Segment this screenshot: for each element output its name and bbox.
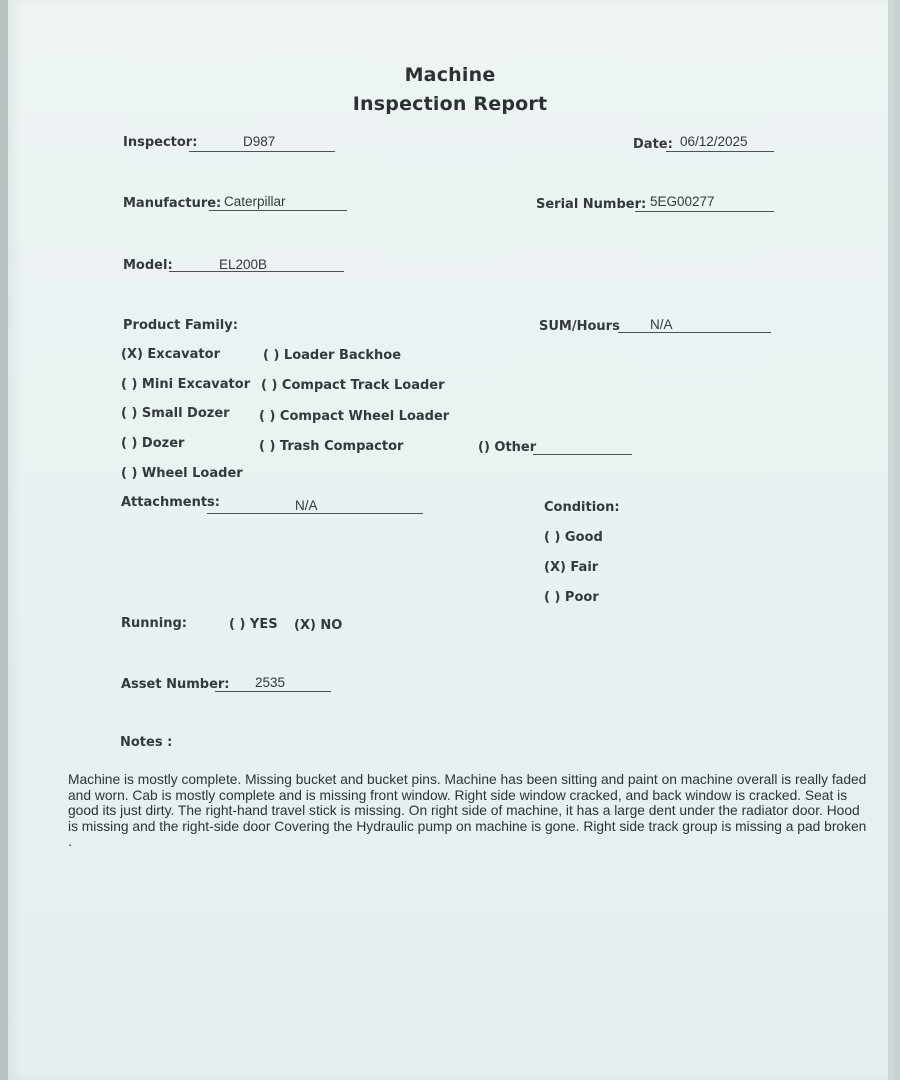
inspector-value: D987 [243,134,276,149]
paper-edge-right [888,0,894,1080]
running-yes: ( ) YES [229,617,278,632]
date-value: 06/12/2025 [680,134,748,149]
condition-good: ( ) Good [544,530,603,545]
inspection-report-page [8,0,894,1080]
report-title-line1: Machine [404,64,496,86]
smu-hours-label: SUM/Hours [539,319,620,334]
paper-shadow-left [0,0,8,1080]
running-no: (X) NO [294,618,343,633]
asset-number-underline [215,691,331,692]
attachments-underline [207,513,423,514]
condition-label: Condition: [544,500,620,515]
model-label: Model: [123,258,173,273]
model-value: EL200B [219,257,268,272]
product-family-label: Product Family: [123,318,238,333]
serial-number-underline [635,211,774,212]
notes-label: Notes : [120,735,173,750]
option-wheel-loader: ( ) Wheel Loader [121,466,243,481]
asset-number-label: Asset Number: [121,677,230,692]
serial-number-value: 5EG00277 [650,194,715,209]
option-trash-compactor: ( ) Trash Compactor [259,439,404,454]
manufacture-underline [209,210,347,211]
condition-poor: ( ) Poor [544,590,599,605]
manufacture-label: Manufacture: [123,196,222,211]
option-excavator: (X) Excavator [121,347,220,362]
smu-hours-value: N/A [650,317,673,332]
report-title-line2: Inspection Report [352,93,548,115]
condition-fair: (X) Fair [544,560,599,575]
option-compact-track-loader: ( ) Compact Track Loader [261,378,445,393]
option-other: () Other [478,440,537,455]
running-label: Running: [121,616,187,631]
inspector-underline [189,151,335,152]
manufacture-value: Caterpillar [224,194,286,209]
option-dozer: ( ) Dozer [121,436,185,451]
inspector-label: Inspector: [123,135,198,150]
attachments-value: N/A [295,498,318,513]
option-small-dozer: ( ) Small Dozer [121,406,230,421]
option-mini-excavator: ( ) Mini Excavator [121,377,251,392]
notes-text: Machine is mostly complete. Missing bucket and bucket pins. Machine has been sitting and paint on machine overall is really faded and worn. Cab is mostly complete and is missing front window. Right side window cracked, and back window is cracked. Seat is good its just dirty. The right-hand travel stick is missing. On right side of machine, it has a large dent under the radiator door. Hood is missing and the right-side door Covering the Hydraulic pump on machine is gone. Right side track group is missing a pad broken . [68,772,867,850]
option-compact-wheel-loader: ( ) Compact Wheel Loader [259,409,450,424]
date-underline [666,151,774,152]
other-underline [533,454,632,455]
smu-hours-underline [618,332,771,333]
serial-number-label: Serial Number: [536,197,647,212]
option-loader-backhoe: ( ) Loader Backhoe [263,348,402,363]
attachments-label: Attachments: [121,495,220,510]
date-label: Date: [633,137,673,152]
asset-number-value: 2535 [255,675,286,690]
